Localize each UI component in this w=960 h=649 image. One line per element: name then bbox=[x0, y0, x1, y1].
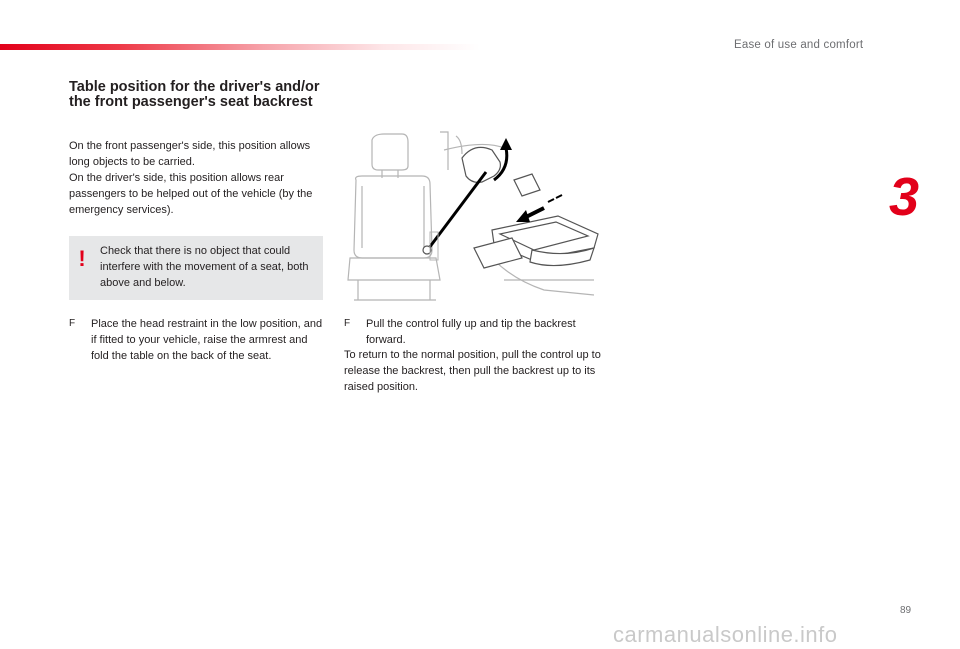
folded-backrest bbox=[474, 216, 598, 268]
step-text: Place the head restraint in the low position, and if fitted to your vehicle, raise the armrest and fold the table on the back of the seat. bbox=[91, 318, 323, 362]
page-title: Table position for the driver's and/or the front passenger's seat backrest bbox=[69, 79, 320, 110]
intro-text bbox=[69, 138, 324, 218]
exclamation-icon: ! bbox=[78, 246, 86, 271]
section-title: Ease of use and comfort bbox=[734, 39, 864, 51]
intro-paragraph: On the front passenger's side, this position allows long objects to be carried. bbox=[69, 140, 311, 168]
return-instructions: To return to the normal position, pull the control up to release the backrest, then pull the backrest up to its raised position. bbox=[344, 349, 601, 393]
warning-text: Check that there is no object that could interfere with the movement of a seat, both above and below. bbox=[100, 245, 309, 289]
arrow-head-icon bbox=[516, 210, 530, 222]
step-bullet: F bbox=[69, 318, 76, 329]
step-bullet: F bbox=[344, 318, 351, 329]
step-item bbox=[344, 316, 599, 348]
watermark: carmanualsonline.info bbox=[613, 622, 838, 647]
motion-lines bbox=[548, 195, 562, 202]
seat-backrest-illustration bbox=[344, 130, 604, 305]
header-accent-bar bbox=[0, 44, 480, 50]
arrow-head-icon bbox=[500, 138, 512, 150]
step-text: Pull the control fully up and tip the backrest forward. bbox=[366, 318, 576, 346]
step-item bbox=[69, 316, 324, 364]
page-number: 89 bbox=[900, 605, 912, 616]
chapter-number: 3 bbox=[889, 167, 920, 227]
intro-paragraph: On the driver's side, this position allows rear passengers to be helped out of the vehicle (by the emergency services). bbox=[69, 172, 313, 216]
warning-box bbox=[69, 236, 323, 300]
